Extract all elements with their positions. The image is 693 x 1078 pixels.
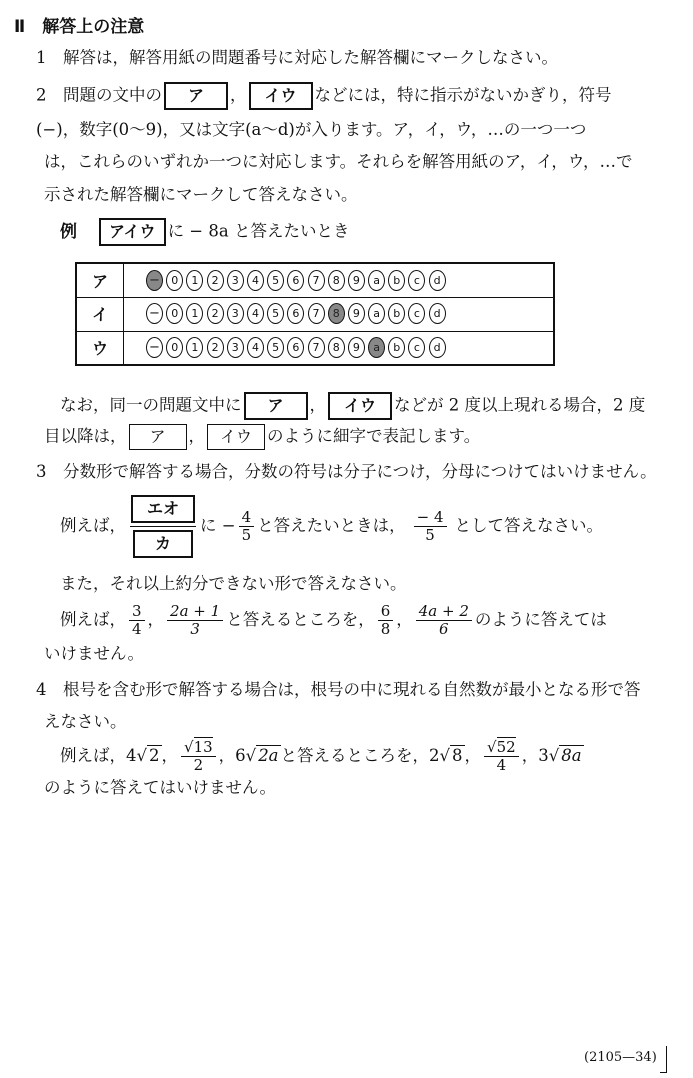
mark-bubble: 1 [186,337,203,358]
mark-bubble: 9 [348,303,365,324]
item-1: 1 解答は，解答用紙の問題番号に対応した解答欄にマークしなさい。 [36,48,558,67]
mark-bubble: 2 [207,337,224,358]
mark-bubble: 4 [247,303,264,324]
mark-bubble: 1 [186,303,203,324]
mark-bubble: 8 [328,337,345,358]
section-title: Ⅱ 解答上の注意 [14,17,145,37]
answer-box-a: ア [164,82,228,110]
mark-bubble: d [429,270,446,291]
item-2-line-2: (−)，数字(0～9)，又は文字(a～d)が入ります。ア，イ，ウ，…の一つ一つ [36,120,587,139]
item-4-line-1: 4 根号を含む形で解答する場合は，根号の中に現れる自然数が最小となる形で答 [36,680,641,699]
mark-bubble: 0 [166,270,183,291]
sheet-row-label: ア [77,264,124,297]
mark-bubble: 6 [287,337,304,358]
mark-bubble: 2 [207,270,224,291]
example-line: 例 アイウ に − 8a と答えたいとき [60,218,349,246]
mark-bubble: c [408,270,425,291]
mark-bubble: 4 [247,337,264,358]
corner-bracket [660,1046,667,1073]
mark-bubble: 8 [328,303,345,324]
bubble-group [124,270,446,291]
item-3-reduce: また，それ以上約分できない形で答えなさい。 [60,574,407,593]
mark-bubble: 1 [186,270,203,291]
item-4-example-line-2: のように答えてはいけません。 [44,778,276,797]
item-4-line-2: えなさい。 [44,712,127,731]
mark-bubble: c [408,303,425,324]
mark-bubble: 3 [227,337,244,358]
mark-bubble: 7 [308,337,325,358]
mark-bubble: d [429,303,446,324]
item-3-example-1: 例えば， エオ カ に − $\frac{4}{5}$ と答えたいときは， $\frac{- 4}{5}$ として答えなさい。 [60,496,603,556]
mark-bubble: 7 [308,270,325,291]
mark-bubble: 3 [227,270,244,291]
note-line-2: 目以降は， ア ， イウ のように細字で表記します。 [44,424,480,450]
sheet-row-label: ウ [77,331,124,364]
sheet-row [77,264,553,298]
mark-bubble: − [146,303,163,324]
sheet-row-label: イ [77,297,124,330]
mark-bubble: d [429,337,446,358]
mark-bubble: c [408,337,425,358]
mark-bubble: a [368,303,385,324]
mark-bubble: 5 [267,337,284,358]
bubble-group [124,303,446,324]
mark-bubble: − [146,337,163,358]
item-4-example: 例えば， 4 √ 2 ， $\frac{√13}{2}$ ， 6 √ 2a と答えるところを， 2 √ 8 ， $\frac{√52}{4}$ ， 3 √ 8a [60,737,582,774]
item-2-line-1: 2 問題の文中の ア ， イウ などには，特に指示がないかぎり，符号 [36,82,612,110]
mark-bubble: b [388,270,405,291]
fraction-box: エオ カ [130,495,196,558]
item-3-example-2: 例えば， $\frac{3}{4}$ ， $\frac{2a + 1}{3}$ と答えるところを， $\frac{6}{8}$ ， $\frac{4a + 2}{6}$ のように答えては [60,601,607,638]
mark-bubble: 0 [166,303,183,324]
item-2-line-3: は，これらのいずれか一つに対応します。それらを解答用紙のア，イ，ウ，…で [44,152,633,171]
mark-bubble: − [146,270,163,291]
item-3-example-2-line-2: いけません。 [44,644,144,663]
sheet-row [77,331,553,364]
mark-sheet [75,262,555,366]
note-line-1: なお，同一の問題文中に ア ， イウ などが 2 度以上現れる場合，2 度 [60,392,645,420]
item-3: 3 分数形で解答する場合，分数の符号は分子につけ，分母につけてはいけません。 [36,462,657,481]
mark-bubble: 5 [267,270,284,291]
mark-bubble: 5 [267,303,284,324]
mark-bubble: 9 [348,270,365,291]
mark-bubble: 4 [247,270,264,291]
page-code: (2105—34) [584,1050,657,1065]
mark-bubble: 2 [207,303,224,324]
mark-bubble: 3 [227,303,244,324]
answer-box-iu: イウ [249,82,313,110]
mark-bubble: a [368,337,385,358]
answer-box-aiu: アイウ [99,218,166,246]
mark-bubble: 6 [287,303,304,324]
mark-bubble: a [368,270,385,291]
mark-bubble: 9 [348,337,365,358]
mark-bubble: 8 [328,270,345,291]
bubble-group [124,337,446,358]
item-2-line-4: 示された解答欄にマークして答えなさい。 [44,185,358,204]
mark-bubble: b [388,337,405,358]
mark-bubble: 7 [308,303,325,324]
sheet-row [77,297,553,331]
mark-bubble: b [388,303,405,324]
mark-bubble: 6 [287,270,304,291]
mark-bubble: 0 [166,337,183,358]
